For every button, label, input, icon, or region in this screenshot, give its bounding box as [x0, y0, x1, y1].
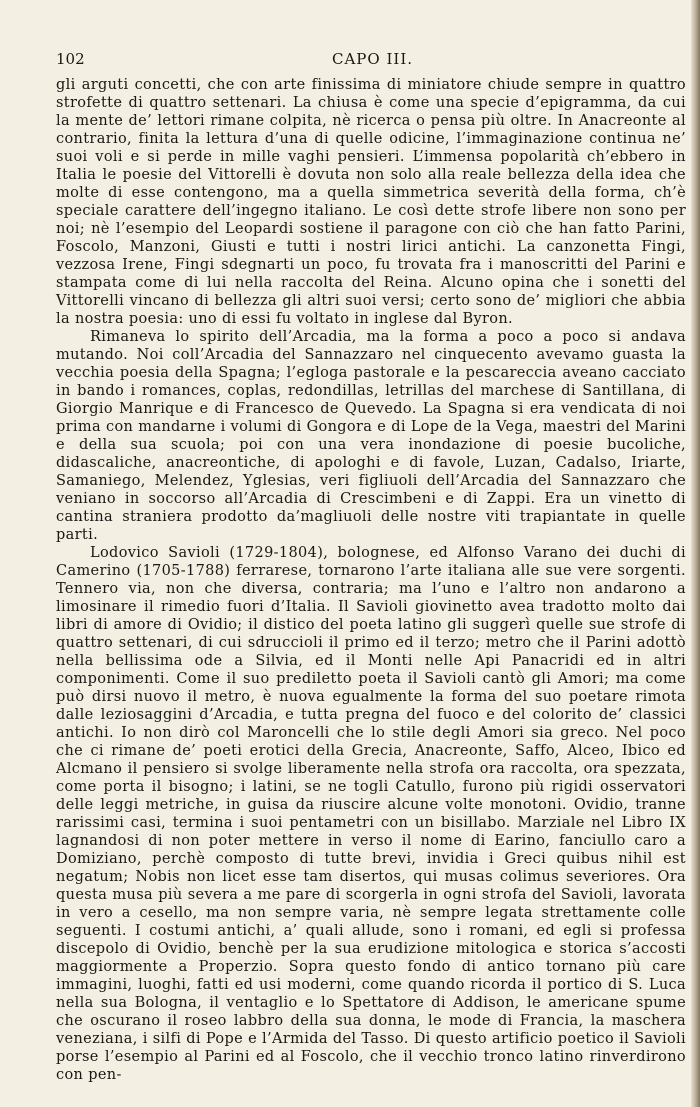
- running-title: CAPO III.: [332, 50, 414, 68]
- page-body: [56, 76, 686, 1084]
- paragraph-continuation: gli arguti concetti, che con arte finissima di miniatore chiude sempre in quattro strofette di quattro settenari. La chiusa è come una specie d’epigramma, da cui la mente de’ lettori rimane colpita, nè ricerca o pensa più oltre. In Anacreonte al contrario, finita la lettura d’una di quelle odicine, l’immaginazione continua ne’ suoi voli e si perde in mille vaghi pensieri. L’immensa popolarità ch’ebbero in Italia le poesie del Vittorelli è dovuta non solo alla reale bellezza della idea che molte di esse contengono, ma a quella simmetrica severità della forma, ch’è speciale carattere dell’ingegno italiano. Le così dette strofe libere non sono per noi; nè l’esempio del Leopardi sostiene il paragone con ciò che han fatto Parini, Foscolo, Manzoni, Giusti e tutti i nostri lirici antichi. La canzonetta Fingi, vezzosa Irene, Fingi sdegnarti un poco, fu trovata fra i manoscritti del Parini e stampata come di lui nella raccolta del Reina. Alcuno opina che i sonetti del Vittorelli vincano di bellezza gli altri suoi versi; certo sono de’ migliori che abbia la nostra poesia: uno di essi fu voltato in inglese dal Byron.: [56, 77, 686, 327]
- paragraph-arcadia: Rimaneva lo spirito dell’Arcadia, ma la forma a poco a poco si andava mutando. Noi coll’Arcadia del Sannazzaro nel cinquecento avevamo guasta la vecchia poesia della Spagna; l’egloga pastorale e la pescareccia aveano cacciato in bando i romances, coplas, redondillas, letrillas del marchese di Santillana, di Giorgio Manrique e di Francesco de Quevedo. La Spagna si era vendicata di noi prima con mandarne i volumi di Gongora e di Lope de la Vega, maestri del Marini e della sua scuola; poi con una vera inondazione di poesie bucoliche, didascaliche, anacreontiche, di apologhi e di favole, Luzan, Cadalso, Iriarte, Samaniego, Melendez, Yglesias, veri figliuoli dell’Arcadia del Sannazzaro che veniano in soccorso all’Arcadia di Crescimbeni e di Zappi. Era un vinetto di cantina straniera prodotto da’magliuoli delle nostre viti trapiantate in quelle parti.: [56, 329, 686, 543]
- page-edge-shadow: [691, 0, 700, 1107]
- paragraph-savioli: Lodovico Savioli (1729-1804), bolognese, ed Alfonso Varano dei duchi di Camerino (1705-1788) ferrarese, tornarono l’arte italiana alle sue vere sorgenti. Tennero via, non che diversa, contraria; ma l’uno e l’altro non andarono a limosinare il rimedio fuori d’Italia. Il Savioli giovinetto avea tradotto molto dai libri di amore di Ovidio; il distico del poeta latino gli suggerì quelle sue strofe di quattro settenari, di cui sdruccioli il primo ed il terzo; metro che il Parini adottò nella bellissima ode a Silvia, ed il Monti nelle Api Panacridi ed in altri componimenti. Come il suo prediletto poeta il Savioli cantò gli Amori; ma come può dirsi nuovo il metro, è nuova egualmente la forma del suo poetare rimota dalle leziosaggini d’Arcadia, e tutta pregna del fuoco e del colorito de’ classici antichi. Io non dirò col Maroncelli che lo stile degli Amori sia greco. Nel poco che ci rimane de’ poeti erotici della Grecia, Anacreonte, Saffo, Alceo, Ibico ed Alcmano il pensiero si svolge liberamente nella strofa ora raccolta, ora spezzata, come porta il bisogno; i latini, se ne togli Catullo, furono più rigidi osservatori delle leggi metriche, in guisa da riuscire alcune volte monotoni. Ovidio, tranne rarissimi casi, termina i suoi pentametri con un bisillabo. Marziale nel Libro IX lagnandosi di non poter mettere in verso il nome di Earino, fanciullo caro a Domiziano, perchè composto di tutte brevi, invidia i Greci quibus nihil est negatum; Nobis non licet esse tam disertos, qui musas colimus severiores. Ora questa musa più severa a me pare di scorgerla in ogni strofa del Savioli, lavorata in vero a cesello, ma non sempre varia, nè sempre legata strettamente colle seguenti. I costumi antichi, a’ quali allude, sono i romani, ed egli si professa discepolo di Ovidio, benchè per la sua erudizione mitologica e storica s’accosti maggiormente a Properzio. Sopra questo fondo di antico tornano più care immagini, luoghi, fatti ed usi moderni, come quando ricorda il portico di S. Luca nella sua Bologna, il ventaglio e lo Spettatore di Addison, le americane spume che oscurano il roseo labbro della sua donna, le mode di Francia, la maschera veneziana, i silfi di Pope e l’Armida del Tasso. Di questo artificio poetico il Savioli porse l’esempio al Parini ed al Foscolo, che il vecchio tronco latino rinverdirono con pen-: [56, 545, 686, 1083]
- page-header: [56, 50, 686, 72]
- page-number: 102: [56, 50, 85, 68]
